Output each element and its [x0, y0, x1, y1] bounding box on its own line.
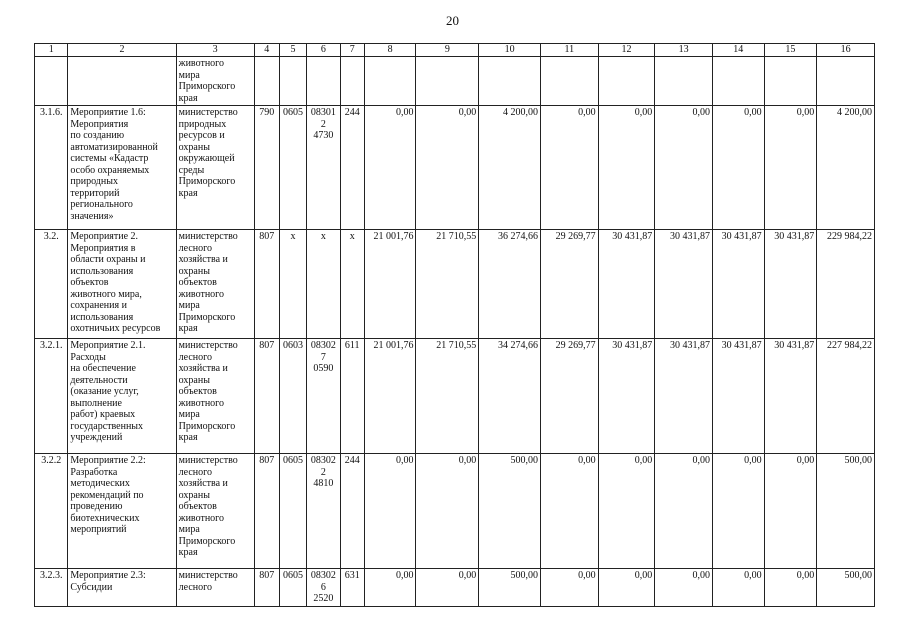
- amount-cell: 30 431,87: [655, 230, 713, 339]
- ministry-code-cell: 807: [254, 569, 279, 607]
- amount-cell: [540, 57, 598, 106]
- executor-cell: министерство лесного хозяйства и охраны объектов животного мира Приморского края: [176, 454, 254, 569]
- header-cell: 7: [340, 44, 364, 57]
- amount-cell: 0,00: [416, 569, 479, 607]
- ministry-code-cell: 790: [254, 106, 279, 230]
- amount-cell: [598, 57, 655, 106]
- executor-cell: министерство природных ресурсов и охраны окружающей среды Приморского края: [176, 106, 254, 230]
- amount-cell: [479, 57, 541, 106]
- header-cell: 3: [176, 44, 254, 57]
- row-code-cell: 3.2.1.: [35, 339, 68, 454]
- header-cell: 11: [540, 44, 598, 57]
- header-cell: 10: [479, 44, 541, 57]
- header-cell: 4: [254, 44, 279, 57]
- amount-cell: 0,00: [764, 106, 817, 230]
- amount-cell: 500,00: [817, 454, 875, 569]
- amount-cell: 0,00: [712, 106, 764, 230]
- target-article-cell: 083012 4730: [307, 106, 340, 230]
- amount-cell: 30 431,87: [712, 230, 764, 339]
- header-cell: 5: [279, 44, 306, 57]
- amount-cell: [364, 57, 416, 106]
- amount-cell: 0,00: [364, 569, 416, 607]
- amount-cell: 500,00: [479, 454, 541, 569]
- amount-cell: 0,00: [598, 106, 655, 230]
- expense-type-cell: х: [340, 230, 364, 339]
- header-cell: 8: [364, 44, 416, 57]
- amount-cell: [817, 57, 875, 106]
- amount-cell: [712, 57, 764, 106]
- page-number: 20: [446, 13, 459, 28]
- header-cell: 6: [307, 44, 340, 57]
- measure-name-cell: Мероприятие 2. Мероприятия в области охраны и использования объектов животного мира, сохранения и использования охотничьих ресурсов: [68, 230, 176, 339]
- amount-cell: 4 200,00: [479, 106, 541, 230]
- table-row: [35, 106, 875, 230]
- header-cell: 14: [712, 44, 764, 57]
- amount-cell: 0,00: [416, 454, 479, 569]
- amount-cell: 30 431,87: [764, 230, 817, 339]
- amount-cell: 0,00: [764, 569, 817, 607]
- amount-cell: 0,00: [364, 106, 416, 230]
- amount-cell: 0,00: [364, 454, 416, 569]
- ministry-code-cell: 807: [254, 230, 279, 339]
- table-row: [35, 57, 875, 106]
- target-article-cell: [307, 57, 340, 106]
- header-cell: 1: [35, 44, 68, 57]
- amount-cell: 21 001,76: [364, 230, 416, 339]
- amount-cell: 30 431,87: [712, 339, 764, 454]
- amount-cell: 30 431,87: [655, 339, 713, 454]
- expense-type-cell: 244: [340, 454, 364, 569]
- executor-cell: животного мира Приморского края: [176, 57, 254, 106]
- amount-cell: 36 274,66: [479, 230, 541, 339]
- ministry-code-cell: 807: [254, 454, 279, 569]
- amount-cell: 0,00: [712, 454, 764, 569]
- amount-cell: 500,00: [479, 569, 541, 607]
- section-code-cell: 0605: [279, 569, 306, 607]
- table-row: [35, 454, 875, 569]
- row-code-cell: 3.2.2: [35, 454, 68, 569]
- table-row: [35, 230, 875, 339]
- row-code-cell: [35, 57, 68, 106]
- header-cell: 12: [598, 44, 655, 57]
- header-cell: 9: [416, 44, 479, 57]
- row-code-cell: 3.1.6.: [35, 106, 68, 230]
- amount-cell: 227 984,22: [817, 339, 875, 454]
- amount-cell: [416, 57, 479, 106]
- amount-cell: 30 431,87: [598, 339, 655, 454]
- target-article-cell: 083026 2520: [307, 569, 340, 607]
- target-article-cell: 083027 0590: [307, 339, 340, 454]
- ministry-code-cell: [254, 57, 279, 106]
- target-article-cell: 083022 4810: [307, 454, 340, 569]
- amount-cell: 29 269,77: [540, 230, 598, 339]
- amount-cell: 0,00: [416, 106, 479, 230]
- target-article-cell: х: [307, 230, 340, 339]
- measure-name-cell: [68, 57, 176, 106]
- section-code-cell: 0605: [279, 454, 306, 569]
- measure-name-cell: Мероприятие 2.1. Расходы на обеспечение деятельности (оказание услуг, выполнение работ) краевых государственных учреждений: [68, 339, 176, 454]
- amount-cell: 0,00: [712, 569, 764, 607]
- amount-cell: 4 200,00: [817, 106, 875, 230]
- amount-cell: 0,00: [655, 454, 713, 569]
- header-cell: 13: [655, 44, 713, 57]
- measure-name-cell: Мероприятие 2.3: Субсидии: [68, 569, 176, 607]
- amount-cell: 0,00: [655, 569, 713, 607]
- table-row: [35, 569, 875, 607]
- amount-cell: 30 431,87: [598, 230, 655, 339]
- program-table: [34, 43, 875, 607]
- table-row: [35, 339, 875, 454]
- amount-cell: [764, 57, 817, 106]
- measure-name-cell: Мероприятие 2.2: Разработка методических рекомендаций по проведению биотехнических мероприятий: [68, 454, 176, 569]
- amount-cell: 500,00: [817, 569, 875, 607]
- header-cell: 15: [764, 44, 817, 57]
- amount-cell: 0,00: [540, 454, 598, 569]
- expense-type-cell: 244: [340, 106, 364, 230]
- executor-cell: министерство лесного хозяйства и охраны объектов животного мира Приморского края: [176, 339, 254, 454]
- amount-cell: 21 710,55: [416, 339, 479, 454]
- header-row: [35, 44, 875, 57]
- amount-cell: 0,00: [655, 106, 713, 230]
- header-cell: 16: [817, 44, 875, 57]
- section-code-cell: х: [279, 230, 306, 339]
- amount-cell: 0,00: [598, 454, 655, 569]
- table-body: [35, 57, 875, 607]
- amount-cell: 21 710,55: [416, 230, 479, 339]
- amount-cell: 0,00: [540, 569, 598, 607]
- amount-cell: [655, 57, 713, 106]
- row-code-cell: 3.2.3.: [35, 569, 68, 607]
- amount-cell: 229 984,22: [817, 230, 875, 339]
- ministry-code-cell: 807: [254, 339, 279, 454]
- amount-cell: 30 431,87: [764, 339, 817, 454]
- expense-type-cell: 611: [340, 339, 364, 454]
- measure-name-cell: Мероприятие 1.6: Мероприятия по созданию автоматизированной системы «Кадастр особо охраняемых природных территорий регионального значения»: [68, 106, 176, 230]
- amount-cell: 34 274,66: [479, 339, 541, 454]
- amount-cell: 29 269,77: [540, 339, 598, 454]
- amount-cell: 0,00: [598, 569, 655, 607]
- section-code-cell: 0603: [279, 339, 306, 454]
- row-code-cell: 3.2.: [35, 230, 68, 339]
- expense-type-cell: [340, 57, 364, 106]
- section-code-cell: 0605: [279, 106, 306, 230]
- section-code-cell: [279, 57, 306, 106]
- header-cell: 2: [68, 44, 176, 57]
- amount-cell: 0,00: [764, 454, 817, 569]
- amount-cell: 21 001,76: [364, 339, 416, 454]
- executor-cell: министерство лесного хозяйства и охраны объектов животного мира Приморского края: [176, 230, 254, 339]
- executor-cell: министерство лесного: [176, 569, 254, 607]
- amount-cell: 0,00: [540, 106, 598, 230]
- expense-type-cell: 631: [340, 569, 364, 607]
